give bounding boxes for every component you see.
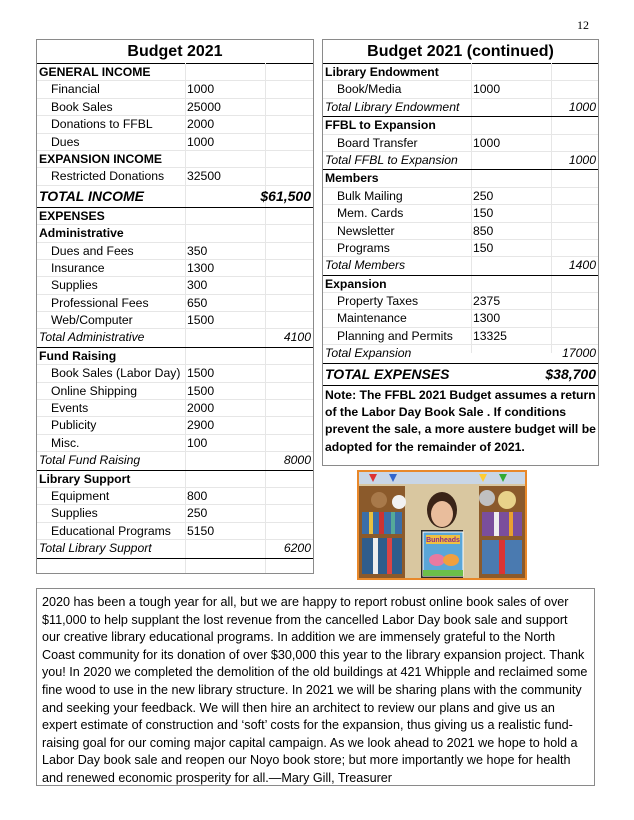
line-item: [37, 260, 313, 277]
row-amount: 1000: [187, 134, 215, 149]
row-amount: 1500: [187, 313, 215, 328]
row-amount: 1500: [187, 366, 215, 381]
budget-rows: [37, 64, 313, 559]
subtotal-row: [37, 540, 313, 558]
line-item: [37, 295, 313, 312]
subtotal-row: [323, 152, 598, 170]
budget-continued-title: Budget 2021 (continued): [323, 40, 598, 64]
row-amount: 1000: [473, 135, 501, 150]
grand-total-row: [37, 186, 313, 208]
row-label: Total Members: [325, 258, 406, 273]
row-amount: 2375: [473, 294, 501, 309]
subtotal-row: [37, 329, 313, 347]
row-label: Supplies: [51, 506, 98, 521]
section-header: [323, 117, 598, 134]
line-item: [37, 277, 313, 294]
section-header: [323, 170, 598, 187]
row-total: 1000: [568, 152, 596, 167]
row-label: Maintenance: [337, 311, 407, 326]
line-item: [37, 383, 313, 400]
line-item: [37, 505, 313, 522]
budget-rows: [323, 64, 598, 386]
section-header: [323, 276, 598, 293]
row-total: $61,500: [260, 187, 311, 204]
row-amount: 100: [187, 435, 208, 450]
subtotal-row: [37, 452, 313, 470]
grand-total-row: [323, 364, 598, 386]
line-item: [37, 417, 313, 434]
section-header: [37, 64, 313, 81]
row-label: Bulk Mailing: [337, 188, 403, 203]
row-label: Equipment: [51, 488, 110, 503]
row-label: Property Taxes: [337, 294, 419, 309]
row-label: Administrative: [39, 226, 124, 241]
row-amount: 250: [187, 506, 208, 521]
row-label: Library Support: [39, 471, 131, 486]
line-item: [37, 312, 313, 329]
row-total: 6200: [283, 541, 311, 556]
row-label: TOTAL INCOME: [39, 187, 144, 204]
treasurer-report: 2020 has been a tough year for all, but we are happy to report robust online book sales of over $11,000 to help supplant the lost revenue from the cancelled Labor Day book sale and support our creative library educational programs. In addition we are immensely grateful to the North Coast community for its donation of over $30,000 this year to the library expansion project. Thank you! In 2020 we completed the demolition of the old buildings at 421 Whipple and reclaimed some fine wood to use in the new library structure. In 2021 we will be sharing plans with the community and seeking your feedback. We will then hire an architect to review our plans and give us an expert estimate of construction and ‘soft’ costs for the expansion, thus giving us a realistic fund-raising goal for our coming major capital campaign. As we look ahead to 2021 we hope to hold a Labor Day book sale and reopen our Noyo book store; but more importantly we hope for health and renewed economic prosperity for all.—Mary Gill, Treasurer: [36, 588, 595, 786]
budget-note: Note: The FFBL 2021 Budget assumes a return of the Labor Day Book Sale . If conditions prevent the sale, a more austere budget will be adopted for the remainder of 2021.: [325, 387, 596, 454]
subtotal-row: [323, 257, 598, 275]
row-label: Insurance: [51, 260, 105, 275]
row-amount: 1500: [187, 383, 215, 398]
row-label: Book Sales (Labor Day): [51, 366, 181, 381]
row-label: Planning and Permits: [337, 328, 453, 343]
row-amount: 350: [187, 243, 208, 258]
section-header: [37, 348, 313, 365]
row-amount: 250: [473, 188, 494, 203]
volunteer-photo: [357, 470, 527, 580]
row-label: EXPENSES: [39, 208, 105, 223]
row-amount: 5150: [187, 523, 215, 538]
row-total: 1000: [568, 99, 596, 114]
section-header: [37, 225, 313, 242]
line-item: [323, 240, 598, 257]
row-label: Web/Computer: [51, 313, 133, 328]
budget-table-left: [36, 39, 314, 574]
line-item: [323, 205, 598, 222]
row-label: Professional Fees: [51, 295, 149, 310]
row-amount: 150: [473, 240, 494, 255]
row-amount: 25000: [187, 99, 221, 114]
row-amount: 2000: [187, 401, 215, 416]
row-amount: 1300: [187, 260, 215, 275]
row-amount: 2900: [187, 418, 215, 433]
section-header: [37, 471, 313, 488]
row-amount: 13325: [473, 328, 507, 343]
row-amount: 2000: [187, 117, 215, 132]
row-amount: 32500: [187, 169, 221, 184]
row-label: Publicity: [51, 418, 97, 433]
row-total: 17000: [562, 346, 596, 361]
line-item: [323, 223, 598, 240]
line-item: [37, 435, 313, 452]
row-amount: 650: [187, 295, 208, 310]
row-label: Donations to FFBL: [51, 117, 153, 132]
line-item: [37, 134, 313, 151]
row-label: Total Fund Raising: [39, 453, 141, 468]
row-label: Book Sales: [51, 99, 113, 114]
book-title: Bunheads: [426, 537, 460, 544]
row-label: Newsletter: [337, 223, 395, 238]
budget-table-right: [322, 39, 599, 466]
line-item: [323, 310, 598, 327]
row-label: Total FFBL to Expansion: [325, 152, 458, 167]
line-item: [323, 293, 598, 310]
row-amount: 850: [473, 223, 494, 238]
row-total: 8000: [283, 453, 311, 468]
line-item: [37, 523, 313, 540]
page-number: 12: [577, 18, 589, 32]
row-total: 1400: [568, 258, 596, 273]
line-item: [37, 81, 313, 98]
line-item: [37, 488, 313, 505]
subtotal-row: [323, 99, 598, 117]
row-amount: 300: [187, 278, 208, 293]
row-amount: 1000: [473, 82, 501, 97]
row-label: Book/Media: [337, 82, 402, 97]
line-item: [37, 168, 313, 185]
row-label: Expansion: [325, 276, 387, 291]
row-label: Financial: [51, 82, 100, 97]
budget-title: Budget 2021: [37, 40, 313, 64]
row-label: Dues: [51, 134, 80, 149]
row-label: TOTAL EXPENSES: [325, 365, 450, 382]
line-item: [37, 365, 313, 382]
row-label: Total Expansion: [325, 346, 412, 361]
row-label: GENERAL INCOME: [39, 65, 151, 79]
row-label: Events: [51, 401, 89, 416]
row-label: Supplies: [51, 278, 98, 293]
line-item: [323, 135, 598, 152]
line-item: [37, 99, 313, 116]
line-item: [323, 328, 598, 345]
row-label: Total Library Support: [39, 541, 152, 556]
row-label: Members: [325, 171, 379, 186]
section-header: [37, 151, 313, 168]
row-label: Library Endowment: [325, 65, 439, 79]
row-label: Restricted Donations: [51, 169, 165, 184]
line-item: [37, 400, 313, 417]
row-label: Dues and Fees: [51, 243, 134, 258]
row-label: Total Administrative: [39, 330, 145, 345]
row-label: Total Library Endowment: [325, 99, 460, 114]
line-item: [37, 116, 313, 133]
line-item: [37, 243, 313, 260]
photo-illustration: [359, 472, 525, 578]
row-total: $38,700: [545, 365, 596, 382]
row-label: FFBL to Expansion: [325, 118, 436, 133]
section-header: [37, 208, 313, 225]
section-header: [323, 64, 598, 81]
row-amount: 150: [473, 206, 494, 221]
row-label: Misc.: [51, 435, 80, 450]
row-label: Programs: [337, 240, 390, 255]
row-label: Fund Raising: [39, 348, 117, 363]
row-total: 4100: [283, 330, 311, 345]
row-label: Online Shipping: [51, 383, 138, 398]
row-label: EXPANSION INCOME: [39, 151, 163, 166]
line-item: [323, 188, 598, 205]
row-label: Educational Programs: [51, 523, 171, 538]
row-label: Board Transfer: [337, 135, 418, 150]
row-amount: 1000: [187, 82, 215, 97]
subtotal-row: [323, 345, 598, 363]
line-item: [323, 81, 598, 98]
row-label: Mem. Cards: [337, 206, 404, 221]
row-amount: 800: [187, 488, 208, 503]
row-amount: 1300: [473, 311, 501, 326]
